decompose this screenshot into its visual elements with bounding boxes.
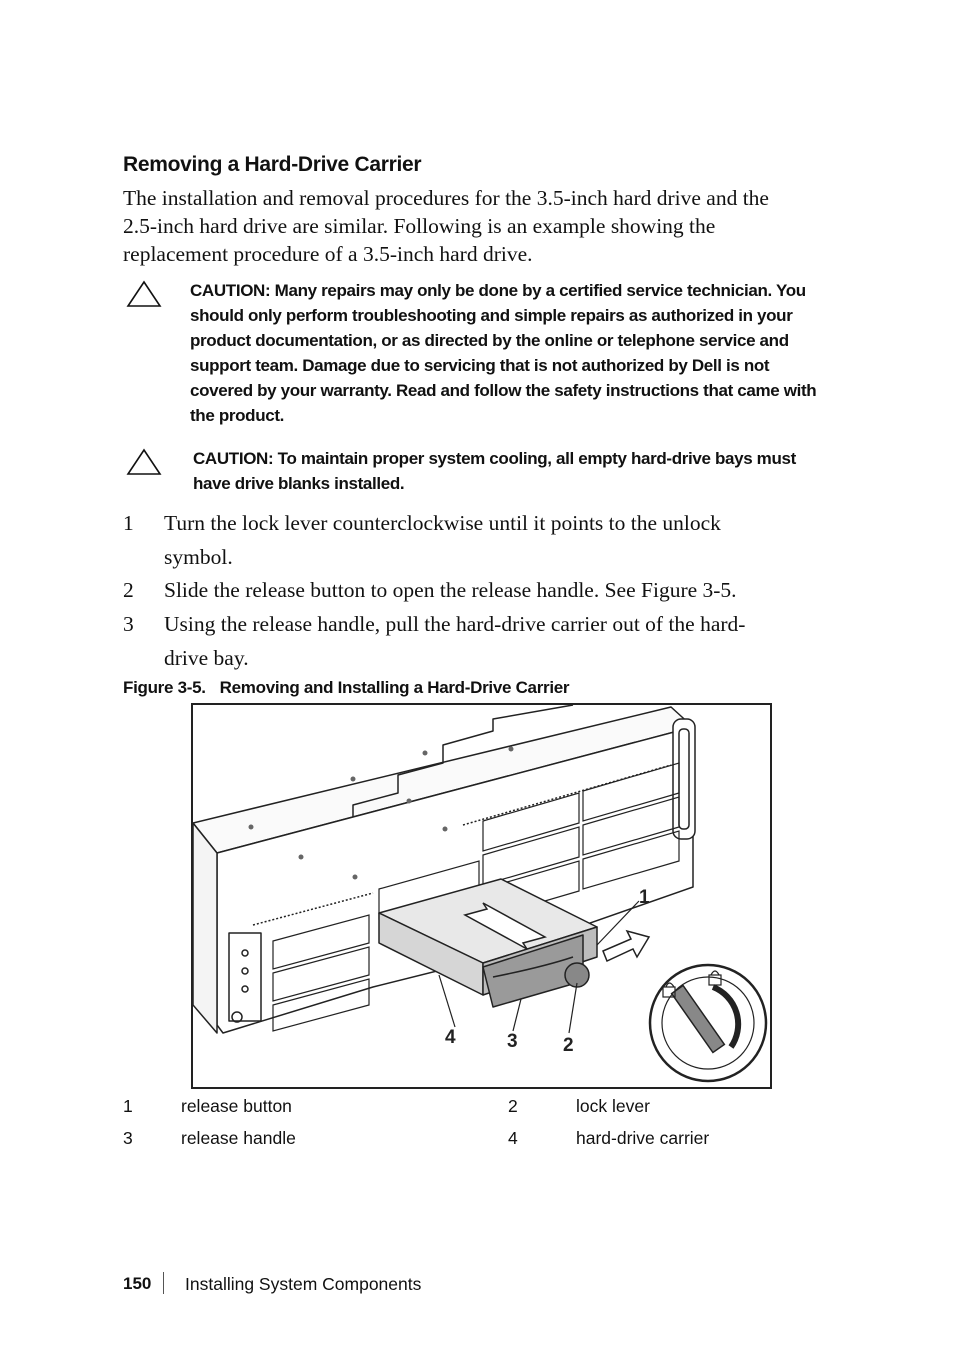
intro-line: 2.5-inch hard drive are similar. Following is an example showing the	[123, 214, 716, 238]
step-line: Turn the lock lever counterclockwise until it points to the unlock	[164, 511, 721, 535]
legend-number: 1	[123, 1096, 133, 1116]
section-heading: Removing a Hard-Drive Carrier	[123, 153, 422, 176]
legend-text: hard-drive carrier	[576, 1128, 710, 1148]
caution-line: product documentation, or as directed by the online or telephone service and	[190, 331, 789, 350]
figure-caption	[123, 678, 569, 698]
server-drive-diagram	[193, 705, 770, 1087]
step-line: Using the release handle, pull the hard-drive carrier out of the hard-	[164, 612, 746, 636]
figure-illustration	[191, 703, 772, 1089]
caution-line: have drive blanks installed.	[193, 474, 405, 493]
legend-number: 2	[508, 1096, 518, 1116]
figure-label: Figure 3-5.	[123, 678, 206, 697]
step-line: Slide the release button to open the release handle. See Figure 3-5.	[164, 578, 737, 602]
callout-2: 2	[563, 1035, 574, 1056]
step-number: 1	[123, 511, 134, 535]
footer-divider	[163, 1272, 164, 1294]
step-line: drive bay.	[164, 646, 249, 670]
step-number: 2	[123, 578, 134, 602]
step-line: symbol.	[164, 545, 233, 569]
step-number: 3	[123, 612, 134, 636]
caution-triangle-icon	[126, 448, 162, 476]
legend-number: 4	[508, 1128, 518, 1148]
legend-number: 3	[123, 1128, 133, 1148]
caution-line: the product.	[190, 406, 285, 425]
legend-text: release handle	[181, 1128, 296, 1148]
caution-line: covered by your warranty. Read and follow the safety instructions that came with	[190, 381, 817, 400]
step-item	[123, 506, 823, 574]
step-item	[123, 607, 823, 675]
caution-line: should only perform troubleshooting and simple repairs as authorized in your	[190, 306, 793, 325]
callout-3: 3	[507, 1031, 518, 1052]
intro-line: replacement procedure of a 3.5-inch hard drive.	[123, 242, 533, 266]
callout-4: 4	[445, 1027, 456, 1048]
caution-line: CAUTION: Many repairs may only be done by a certified service technician. You	[190, 281, 806, 300]
caution-line: CAUTION: To maintain proper system cooling, all empty hard-drive bays must	[193, 449, 796, 468]
intro-line: The installation and removal procedures for the 3.5-inch hard drive and the	[123, 186, 769, 210]
page-number: 150	[123, 1274, 152, 1293]
figure-title: Removing and Installing a Hard-Drive Carrier	[219, 678, 570, 697]
caution-note	[193, 446, 853, 496]
callout-1: 1	[639, 887, 650, 908]
legend-text: release button	[181, 1096, 292, 1116]
caution-triangle-icon	[126, 280, 162, 308]
intro-paragraph	[123, 184, 843, 268]
caution-line: support team. Damage due to servicing that is not authorized by Dell is not	[190, 356, 770, 375]
step-item	[123, 573, 823, 607]
chapter-title: Installing System Components	[185, 1274, 422, 1294]
caution-note	[190, 278, 870, 428]
legend-text: lock lever	[576, 1096, 650, 1116]
